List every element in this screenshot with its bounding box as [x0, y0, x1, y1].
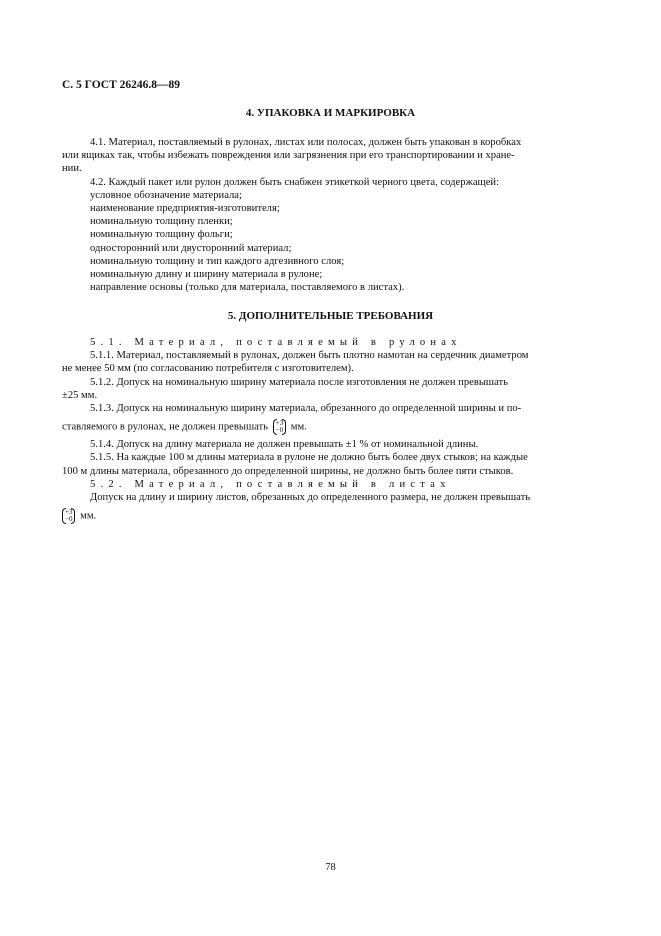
section-5-title: 5. ДОПОЛНИТЕЛЬНЫЕ ТРЕБОВАНИЯ [227, 310, 434, 322]
subsection-5-1-title: 5.1. Материал, поставляемый в рулонах [90, 337, 462, 348]
paragraph-5-1-5-line-2: 100 м длины материала, обрезанного до определенной ширины, не должно быть более пяти стыков. [62, 465, 514, 477]
list-item: номинальную толщину и тип каждого адгезивного слоя; [90, 255, 345, 267]
paragraph-5-1-3-text: ставляемого в рулонах, не должен превышать [62, 421, 268, 433]
tolerance-lower: −0 [275, 426, 284, 435]
list-item: наименование предприятия-изготовителя; [90, 203, 280, 215]
paragraph-5-1-1-line-1: 5.1.1. Материал, поставляемый в рулонах, должен быть плотно намотан на сердечник диаметром [90, 350, 529, 362]
tolerance-lower: −0 [65, 515, 73, 524]
paragraph-4-1-line-1: 4.1. Материал, поставляемый в рулонах, листах или полосах, должен быть упакован в коробках [90, 137, 522, 148]
paragraph-4-1-line-2: или ящиках так, чтобы избежать повреждения или загрязнения при его транспортировании и хране- [62, 150, 515, 162]
tolerance-upper: +3 [65, 508, 73, 517]
paragraph-5-1-3-line-2 [62, 420, 599, 434]
paragraph-5-1-4: 5.1.4. Допуск на длину материала не должен превышать ±1 % от номинальной длины. [90, 439, 479, 451]
list-item: номинальную толщину фольги; [90, 229, 233, 241]
list-item: односторонний или двусторонний материал; [90, 242, 292, 254]
paragraph-5-2-line-1: Допуск на длину и ширину листов, обрезанных до определенного размера, не должен превышать [90, 492, 531, 504]
paragraph-5-1-3-unit: мм. [290, 421, 307, 433]
paragraph-5-1-2-line-2: ±25 мм. [62, 389, 98, 401]
paragraph-5-2-line-2 [62, 509, 599, 523]
paragraph-5-2-unit: мм. [80, 510, 97, 522]
section-4-body [62, 136, 599, 294]
list-item: номинальную толщину пленки; [90, 216, 233, 228]
list-item: номинальную длину и ширину материала в рулоне; [90, 269, 323, 281]
page-number: 78 [325, 862, 336, 873]
paragraph-5-1-1-line-2: не менее 50 мм (по согласованию потребителя с изготовителем). [62, 363, 354, 375]
paragraph-5-1-5-line-1: 5.1.5. На каждые 100 м длины материала в рулоне не должно быть более двух стыков; на каждые [90, 452, 528, 464]
tolerance-upper: +3 [275, 419, 284, 428]
section-5-body [62, 336, 599, 523]
list-item: направление основы (только для материала, поставляемого в листах). [90, 282, 405, 294]
tolerance-fraction [273, 420, 286, 434]
paragraph-5-1-3-line-1: 5.1.3. Допуск на номинальную ширину материала, обрезанного до определенной ширины и по- [90, 403, 522, 415]
subsection-5-2-title: 5.2. Материал, поставляемый в листах [90, 478, 451, 490]
paragraph-4-1-line-3: нии. [62, 163, 82, 175]
paragraph-4-2: 4.2. Каждый пакет или рулон должен быть снабжен этикеткой черного цвета, содержащей: [90, 176, 500, 188]
tolerance-fraction [62, 509, 75, 523]
list-item: условное обозначение материала; [90, 189, 242, 201]
document-header: С. 5 ГОСТ 26246.8—89 [62, 79, 181, 91]
paragraph-5-1-2-line-1: 5.1.2. Допуск на номинальную ширину материала после изготовления не должен превышать [90, 376, 508, 388]
section-4-title: 4. УПАКОВКА И МАРКИРОВКА [245, 107, 416, 119]
